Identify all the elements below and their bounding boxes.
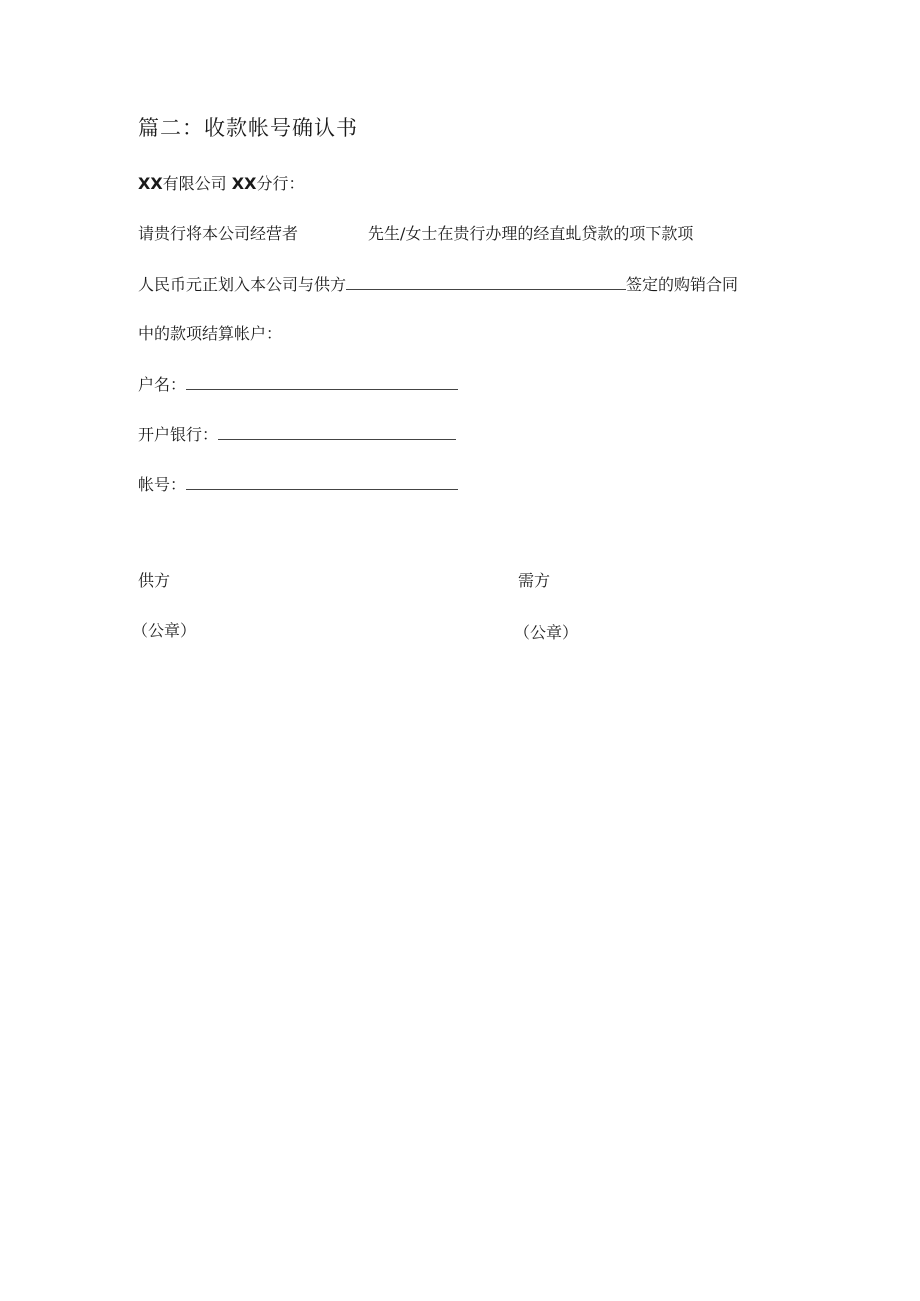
body-line-2-left: 人民币元正划入本公司与供方: [138, 275, 347, 294]
supplier-label: 供方: [138, 571, 171, 590]
account-number-row: [138, 473, 458, 496]
account-name-row: [138, 373, 458, 396]
supplier-seal: （公章）: [132, 621, 197, 640]
buyer-seal: （公章）: [514, 623, 579, 642]
body-line-2-right: 签定的购销合同: [626, 275, 739, 294]
body-line-1-right: 先生/女士在贵行办理的经直虬贷款的项下款项: [368, 224, 694, 243]
document-title: 篇二：收款帐号确认书: [138, 116, 358, 140]
body-line-1-left: 请贵行将本公司经营者: [138, 224, 299, 243]
company-prefix: XX: [138, 174, 163, 193]
salutation-line: [138, 173, 304, 195]
account-number-label: 帐号：: [138, 475, 187, 494]
company-name: 有限公司: [162, 174, 227, 193]
bank-blank[interactable]: [218, 423, 456, 440]
body-line-2: [138, 273, 738, 296]
bank-row: [138, 423, 456, 446]
account-name-blank[interactable]: [186, 373, 458, 390]
account-number-blank[interactable]: [186, 473, 458, 490]
buyer-label: 需方: [518, 571, 551, 590]
branch-prefix: XX: [231, 174, 257, 193]
body-line-1: [138, 223, 693, 245]
bank-label: 开户银行：: [138, 425, 219, 444]
body-line-3: 中的款项结算帐户：: [138, 324, 283, 343]
supplier-name-blank[interactable]: [346, 273, 626, 290]
branch-suffix: 分行：: [256, 174, 305, 193]
account-name-label: 户名：: [138, 375, 187, 394]
